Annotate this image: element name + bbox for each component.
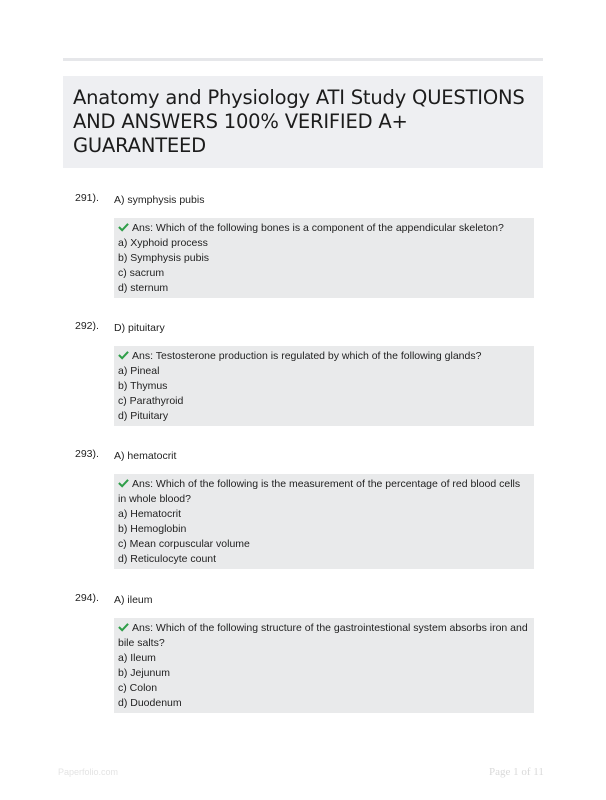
option: b) Thymus xyxy=(118,380,168,392)
top-divider xyxy=(63,58,543,61)
check-icon xyxy=(118,622,129,632)
question-text: Ans: Testosterone production is regulated by which of the following glands? xyxy=(132,350,482,362)
question-number: 292). xyxy=(75,320,99,332)
option: c) Colon xyxy=(118,682,158,694)
document-title: Anatomy and Physiology ATI Study QUESTIONS AND ANSWERS 100% VERIFIED A+ GUARANTEED xyxy=(73,86,525,157)
option: a) Hematocrit xyxy=(118,508,182,520)
answer-text: A) hematocrit xyxy=(114,450,177,462)
answer-text: A) ileum xyxy=(114,594,153,606)
qa-item xyxy=(75,448,535,565)
check-icon xyxy=(118,222,129,232)
question-number: 294). xyxy=(75,592,99,604)
answer-text: D) pituitary xyxy=(114,322,165,334)
option: a) Pineal xyxy=(118,365,160,377)
check-icon xyxy=(118,478,129,488)
qa-item xyxy=(75,592,535,709)
option: a) Ileum xyxy=(118,652,156,664)
option: d) Pituitary xyxy=(118,410,169,422)
answer-box xyxy=(114,346,534,426)
check-icon xyxy=(118,350,129,360)
option: c) Parathyroid xyxy=(118,395,184,407)
option: b) Symphysis pubis xyxy=(118,252,210,264)
page-number: Page 1 of 11 xyxy=(489,766,544,778)
option: a) Xyphoid process xyxy=(118,237,208,249)
option: c) Mean corpuscular volume xyxy=(118,538,250,550)
answer-box xyxy=(114,474,534,569)
option: b) Hemoglobin xyxy=(118,523,187,535)
footer-site-watermark: Paperfolio.com xyxy=(58,767,119,777)
answer-box xyxy=(114,218,534,298)
question-number: 291). xyxy=(75,192,99,204)
option: d) Reticulocyte count xyxy=(118,553,217,565)
question-text: Ans: Which of the following bones is a component of the appendicular skeleton? xyxy=(132,222,504,234)
qa-item xyxy=(75,192,535,294)
question-text: Ans: Which of the following structure of the gastrointestional system absorbs iron and bile salts? xyxy=(118,622,528,649)
option: d) Duodenum xyxy=(118,697,182,709)
option: b) Jejunum xyxy=(118,667,170,679)
answer-box xyxy=(114,618,534,713)
option: d) sternum xyxy=(118,282,169,294)
answer-text: A) symphysis pubis xyxy=(114,194,205,206)
option: c) sacrum xyxy=(118,267,165,279)
question-text: Ans: Which of the following is the measurement of the percentage of red blood cells in whole blood? xyxy=(118,478,521,505)
question-number: 293). xyxy=(75,448,99,460)
title-banner xyxy=(63,76,543,168)
qa-item xyxy=(75,320,535,422)
